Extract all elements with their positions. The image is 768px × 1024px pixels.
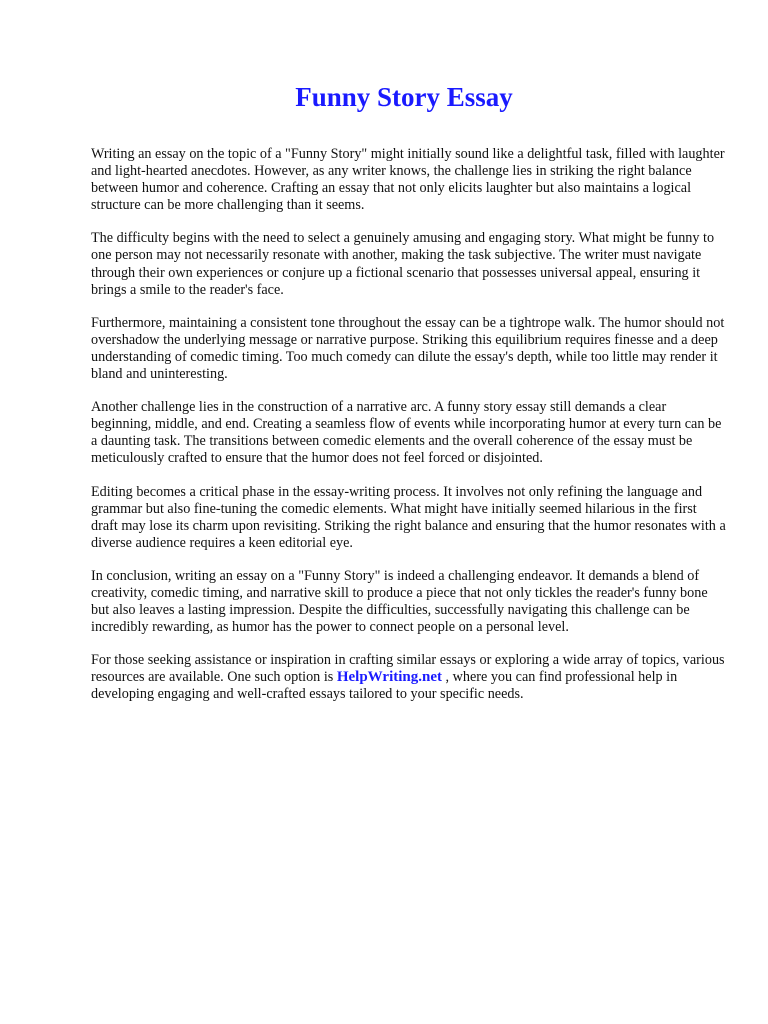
closing-text-after: , where you can find professional help in developing engaging and well-crafted essays tailored to your specific needs.	[91, 669, 678, 703]
paragraph-5: Editing becomes a critical phase in the essay-writing process. It involves not only refining the language and grammar but also fine-tuning the comedic elements. What might have initially seemed hilarious in the first draft may lose its charm upon revisiting. Striking the right balance and ensuring that the humor resonates with a diverse audience requires a keen editorial eye.	[91, 483, 726, 551]
paragraph-1: Writing an essay on the topic of a "Funny Story" might initially sound like a delightful task, filled with laughter and light-hearted anecdotes. However, as any writer knows, the challenge lies in striking the right balance between humor and coherence. Crafting an essay that not only elicits laughter but also maintains a logical structure can be more challenging than it seems.	[91, 146, 725, 214]
paragraph-4: Another challenge lies in the construction of a narrative arc. A funny story essay still demands a clear beginning, middle, and end. Creating a seamless flow of events while incorporating humor at every turn can be a daunting task. The transitions between comedic elements and the overall coherence of the essay must be meticulously crafted to ensure that the humor does not feel forced or disjointed.	[91, 399, 722, 467]
closing-text-before: For those seeking assistance or inspiration in crafting similar essays or exploring a wide array of topics, various resources are available. One such option is	[91, 652, 725, 686]
essay-body	[91, 146, 726, 720]
paragraph-closing	[91, 652, 726, 703]
paragraph-3: Furthermore, maintaining a consistent tone throughout the essay can be a tightrope walk. The humor should not overshadow the underlying message or narrative purpose. Striking this equilibrium requires finesse and a deep understanding of comedic timing. Too much comedy can dilute the essay's depth, while too little may render it bland and uninteresting.	[91, 314, 725, 383]
paragraph-6: In conclusion, writing an essay on a "Funny Story" is indeed a challenging endeavor. It demands a blend of creativity, comedic timing, and narrative skill to produce a piece that not only tickles the reader's funny bone but also leaves a lasting impression. Despite the difficulties, successfully navigating this challenge can be incredibly rewarding, as humor has the power to connect people on a personal level.	[91, 567, 708, 636]
paragraph-2: The difficulty begins with the need to select a genuinely amusing and engaging story. What might be funny to one person may not necessarily resonate with another, making the task subjective. The writer must navigate through their own experiences or conjure up a fictional scenario that possesses universal appeal, ensuring it brings a smile to the reader's face.	[91, 230, 715, 298]
helpwriting-link[interactable]: HelpWriting.net	[336, 669, 442, 686]
page-title: Funny Story Essay	[295, 82, 513, 112]
